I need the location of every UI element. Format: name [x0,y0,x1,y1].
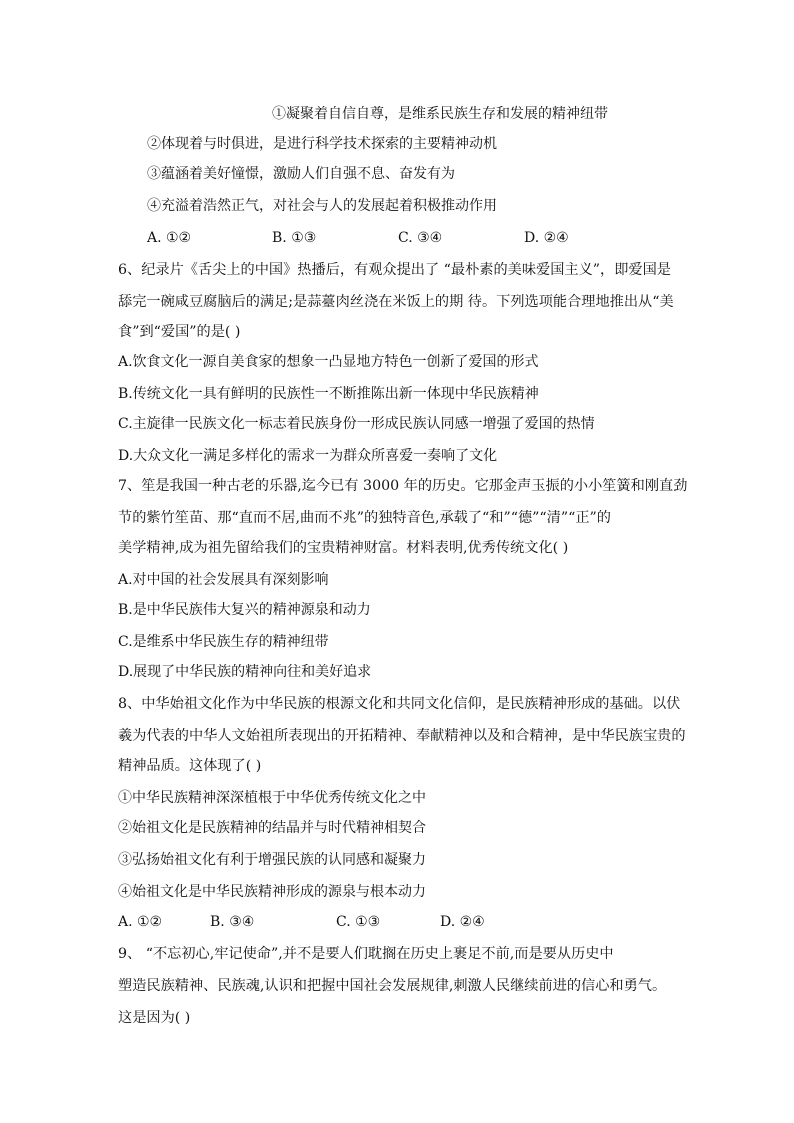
question-8-statement-3: ③弘扬始祖文化有利于增强民族的认同感和凝聚力 [118,852,426,868]
question-7-line-1: 7、笙是我国一种古老的乐器,迄今已有 3000 年的历史。它那金声玉振的小小笙簧和刚直劲 [118,478,688,494]
q8-option-d: D. ②④ [440,914,485,930]
question-9-line-2: 塑造民族精神、民族魂,认识和把握中国社会发展规律,刺激人民继续前进的信心和勇气。 [118,978,667,994]
statement-3: ③蕴涵着美好憧憬，激励人们自强不息、奋发有为 [147,166,455,182]
question-7-option-a: A.对中国的社会发展具有深刻影响 [118,572,329,588]
question-7-option-c: C.是维系中华民族生存的精神纽带 [118,634,329,650]
question-6-option-d: D.大众文化一满足多样化的需求一为群众所喜爱一奏响了文化 [118,448,498,464]
question-7-line-3: 美学精神,成为祖先留给我们的宝贵精神财富。材料表明,优秀传统文化( ) [118,540,569,556]
statement-1: ①凝聚着自信自尊，是维系民族生存和发展的精神纽带 [272,106,608,122]
question-7-option-d: D.展现了中华民族的精神向往和美好追求 [118,664,372,680]
question-6-line-1: 6、纪录片《舌尖上的中国》热播后，有观众提出了 “最朴素的美味爱国主义”，即爱国是 [118,262,671,278]
question-9-line-1: 9、 “不忘初心,牢记使命”,并不是要人们耽搁在历史上裹足不前,而是要从历史中 [118,946,614,962]
question-6-option-a: A.饮食文化一源自美食家的想象一凸显地方特色一创新了爱国的形式 [118,354,539,370]
question-6-line-2: 舔完一碗咸豆腐脑后的满足;是蒜薹肉丝浇在米饭上的期 待。下列选项能合理地推出从“美 [118,294,674,310]
question-6-line-3: 食”到“爱国”的是( ) [118,324,241,340]
statement-2: ②体现着与时俱进，是进行科学技术探索的主要精神动机 [147,136,497,152]
question-8-line-3: 精神品质。这体现了( ) [118,758,262,774]
question-6-option-c: C.主旋律一民族文化一标志着民族身份一形成民族认同感一增强了爱国的热情 [118,416,595,432]
question-9-line-3: 这是因为( ) [118,1010,191,1026]
q8-option-b: B. ③④ [210,914,255,930]
option-a: A. ①② [147,230,192,246]
question-8-statement-1: ①中华民族精神深深植根于中华优秀传统文化之中 [118,790,426,806]
question-7-option-b: B.是中华民族伟大复兴的精神源泉和动力 [118,602,371,618]
question-8-statement-2: ②始祖文化是民族精神的结晶并与时代精神相契合 [118,820,426,836]
question-8-line-1: 8、中华始祖文化作为中华民族的根源文化和共同文化信仰，是民族精神形成的基础。以伏 [118,696,681,712]
q8-option-c: C. ①③ [336,914,381,930]
option-d: D. ②④ [524,230,569,246]
statement-4: ④充溢着浩然正气，对社会与人的发展起着积极推动作用 [147,198,497,214]
question-6-option-b: B.传统文化一具有鲜明的民族性一不断推陈出新一体现中华民族精神 [118,386,539,402]
question-8-line-2: 羲为代表的中华人文始祖所表现出的开拓精神、奉献精神以及和合精神，是中华民族宝贵的 [118,728,686,744]
option-c: C. ③④ [398,230,443,246]
q8-option-a: A. ①② [118,914,163,930]
question-8-statement-4: ④始祖文化是中华民族精神形成的源泉与根本动力 [118,884,426,900]
question-7-line-2: 节的紫竹笙苗、那“直而不居,曲而不兆”的独特音色,承载了“和”“德”“清”“正”的 [118,510,611,526]
option-b: B. ①③ [272,230,317,246]
